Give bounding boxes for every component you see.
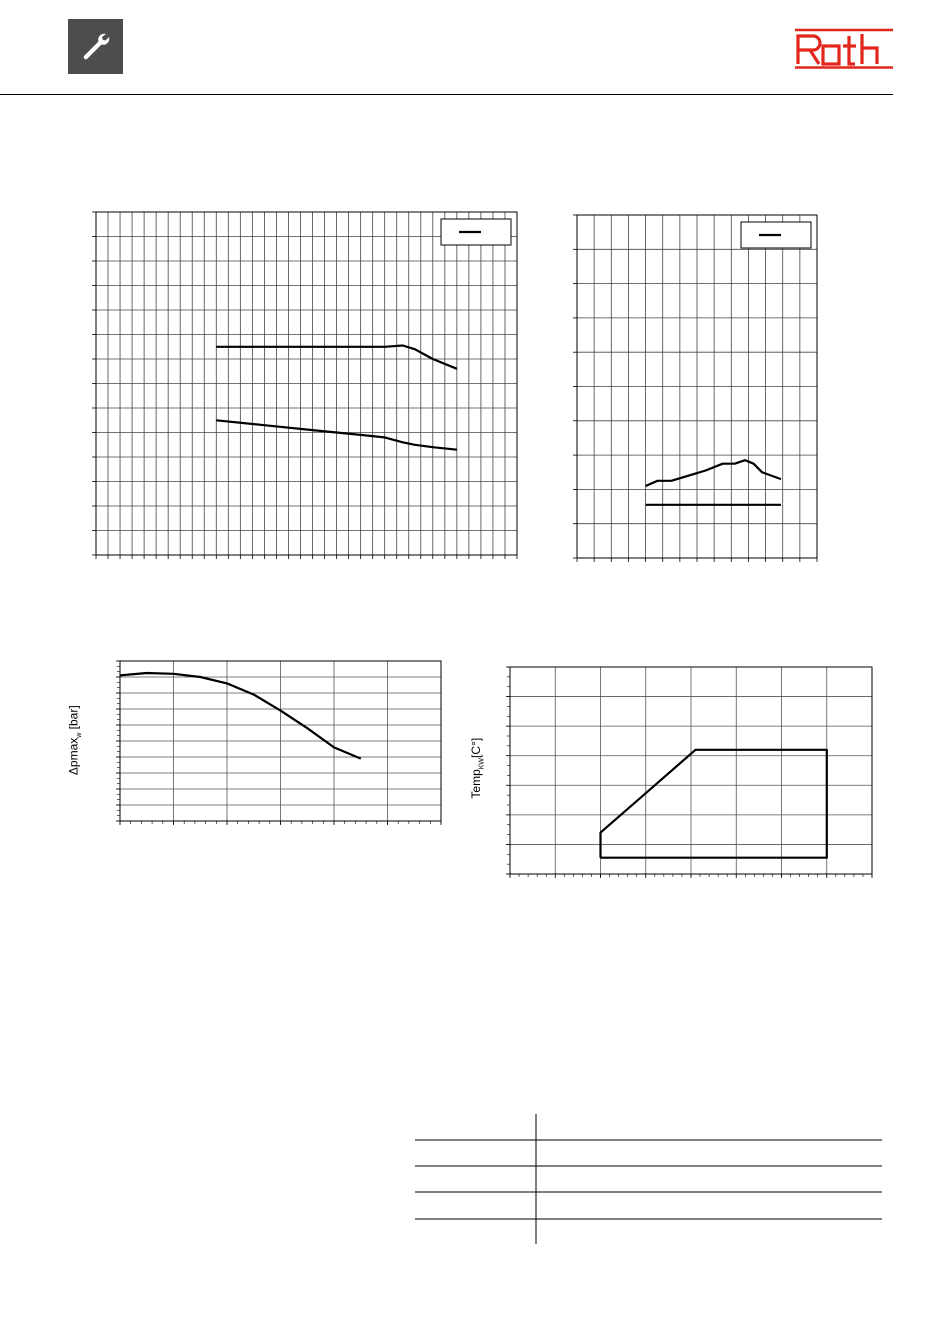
wrench-icon-tile [68,19,123,74]
chart-grid [573,215,817,562]
chart-1 [96,212,517,555]
series-line-1 [646,460,781,486]
chart-4 [510,667,872,874]
spec-table [415,1114,882,1244]
spec-table-lines [415,1114,882,1244]
chart-legend [441,219,511,245]
chart-2 [577,215,817,558]
chart-legend [741,222,811,248]
chart-3-y-axis-label: Δpmax$_w$ [bar] [66,705,84,776]
chart-3 [120,661,441,821]
chart-4-plot [510,667,872,874]
chart-grid [116,661,441,825]
chart-1-plot [96,212,517,555]
series-line-1 [601,750,827,858]
wrench-icon [79,30,113,64]
roth-logo [795,26,893,70]
chart-2-plot [577,215,817,558]
chart-3-plot [120,661,441,821]
chart-4-y-axis-label: Temp$_{KW}$[C°] [469,737,486,799]
chart-grid [92,212,517,559]
header-rule [0,94,893,95]
chart-grid [506,667,872,878]
series-line-1 [120,673,361,759]
